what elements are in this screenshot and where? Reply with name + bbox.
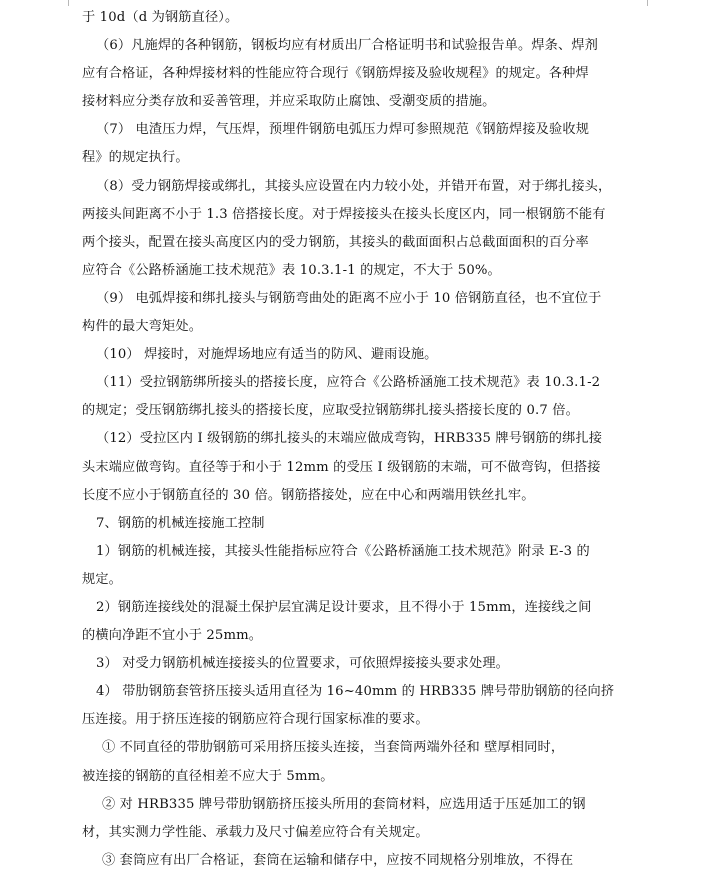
page-corner-mark-left bbox=[56, 0, 69, 6]
text-line: （9） 电弧焊接和绑扎接头与钢筋弯曲处的距离不应小于 10 倍钢筋直径，也不宜位于 bbox=[96, 290, 602, 306]
text-line: 3） 对受力钢筋机械连接接头的位置要求，可依照焊接接头要求处理。 bbox=[96, 656, 510, 672]
text-line: 于 10d（d 为钢筋直径）。 bbox=[82, 10, 239, 25]
text-line: （11）受拉钢筋绑所接头的搭接长度，应符合《公路桥涵施工技术规范》表 10.3.1-2 bbox=[96, 375, 601, 391]
text-line: 接材料应分类存放和妥善管理，并应采取防止腐蚀、受潮变质的措施。 bbox=[82, 94, 496, 110]
text-line: ③ 套筒应有出厂合格证，套筒在运输和储存中，应按不同规格分别堆放，不得在 bbox=[102, 852, 574, 868]
text-line: 7、钢筋的机械连接施工控制 bbox=[96, 515, 265, 531]
text-line: 头末端应做弯钩。直径等于和小于 12mm 的受压 I 级钢筋的末端，可不做弯钩，但搭接 bbox=[82, 459, 601, 475]
text-line: （8）受力钢筋焊接或绑扎，其接头应设置在内力较小处，并错开布置，对于绑扎接头， bbox=[96, 178, 612, 194]
text-line: 应有合格证，各种焊接材料的性能应符合现行《钢筋焊接及验收规程》的规定。各种焊 bbox=[82, 66, 589, 82]
text-line: 规定。 bbox=[82, 571, 123, 587]
text-line: （10） 焊接时，对施焊场地应有适当的防风、避雨设施。 bbox=[96, 347, 438, 363]
text-line: 长度不应小于钢筋直径的 30 倍。钢筋搭接处，应在中心和两端用铁丝扎牢。 bbox=[82, 487, 535, 503]
text-line: ① 不同直径的带肋钢筋可采用挤压接头连接，当套筒两端外径和 壁厚相同时， bbox=[102, 740, 565, 756]
text-line: 应符合《公路桥涵施工技术规范》表 10.3.1-1 的规定，不大于 50%。 bbox=[82, 262, 501, 278]
text-line: 的横向净距不宜小于 25mm。 bbox=[82, 628, 263, 644]
text-line: 程》的规定执行。 bbox=[82, 150, 189, 166]
document-body bbox=[82, 4, 642, 875]
text-line: 两接头间距离不小于 1.3 倍搭接长度。对于焊接接头在接头长度区内，同一根钢筋不能有 bbox=[82, 206, 606, 222]
page-corner-mark-right bbox=[647, 0, 660, 6]
text-line: 4） 带肋钢筋套管挤压接头适用直径为 16~40mm 的 HRB335 牌号带肋钢筋的径向挤 bbox=[96, 684, 615, 700]
text-line: （12）受拉区内 I 级钢筋的绑扎接头的末端应做成弯钩，HRB335 牌号钢筋的绑扎接 bbox=[96, 431, 603, 447]
text-line: （6）凡施焊的各种钢筋，钢板均应有材质出厂合格证明书和试验报告单。焊条、焊剂 bbox=[96, 38, 599, 54]
text-line: 材，其实测力学性能、承载力及尺寸偏差应符合有关规定。 bbox=[82, 824, 429, 840]
text-line: 1）钢筋的机械连接，其接头性能指标应符合《公路桥涵施工技术规范》附录 E-3 的 bbox=[96, 543, 590, 559]
text-line: ② 对 HRB335 牌号带肋钢筋挤压接头所用的套筒材料，应选用适于压延加工的钢 bbox=[102, 796, 586, 812]
text-line: 两个接头，配置在接头高度区内的受力钢筋，其接头的截面面积占总截面面积的百分率 bbox=[82, 234, 589, 250]
text-line: 被连接的钢筋的直径相差不应大于 5mm。 bbox=[82, 768, 334, 784]
text-line: （7） 电渣压力焊，气压焊，预埋件钢筋电弧压力焊可参照规范《钢筋焊接及验收规 bbox=[96, 122, 590, 138]
text-line: 的规定；受压钢筋绑扎接头的搭接长度，应取受拉钢筋绑扎接头搭接长度的 0.7 倍。 bbox=[82, 403, 579, 419]
text-line: 2）钢筋连接线处的混凝土保护层宜满足设计要求，且不得小于 15mm，连接线之间 bbox=[96, 599, 592, 615]
text-line: 压连接。用于挤压连接的钢筋应符合现行国家标准的要求。 bbox=[82, 712, 429, 728]
text-line: 构件的最大弯矩处。 bbox=[82, 319, 203, 335]
